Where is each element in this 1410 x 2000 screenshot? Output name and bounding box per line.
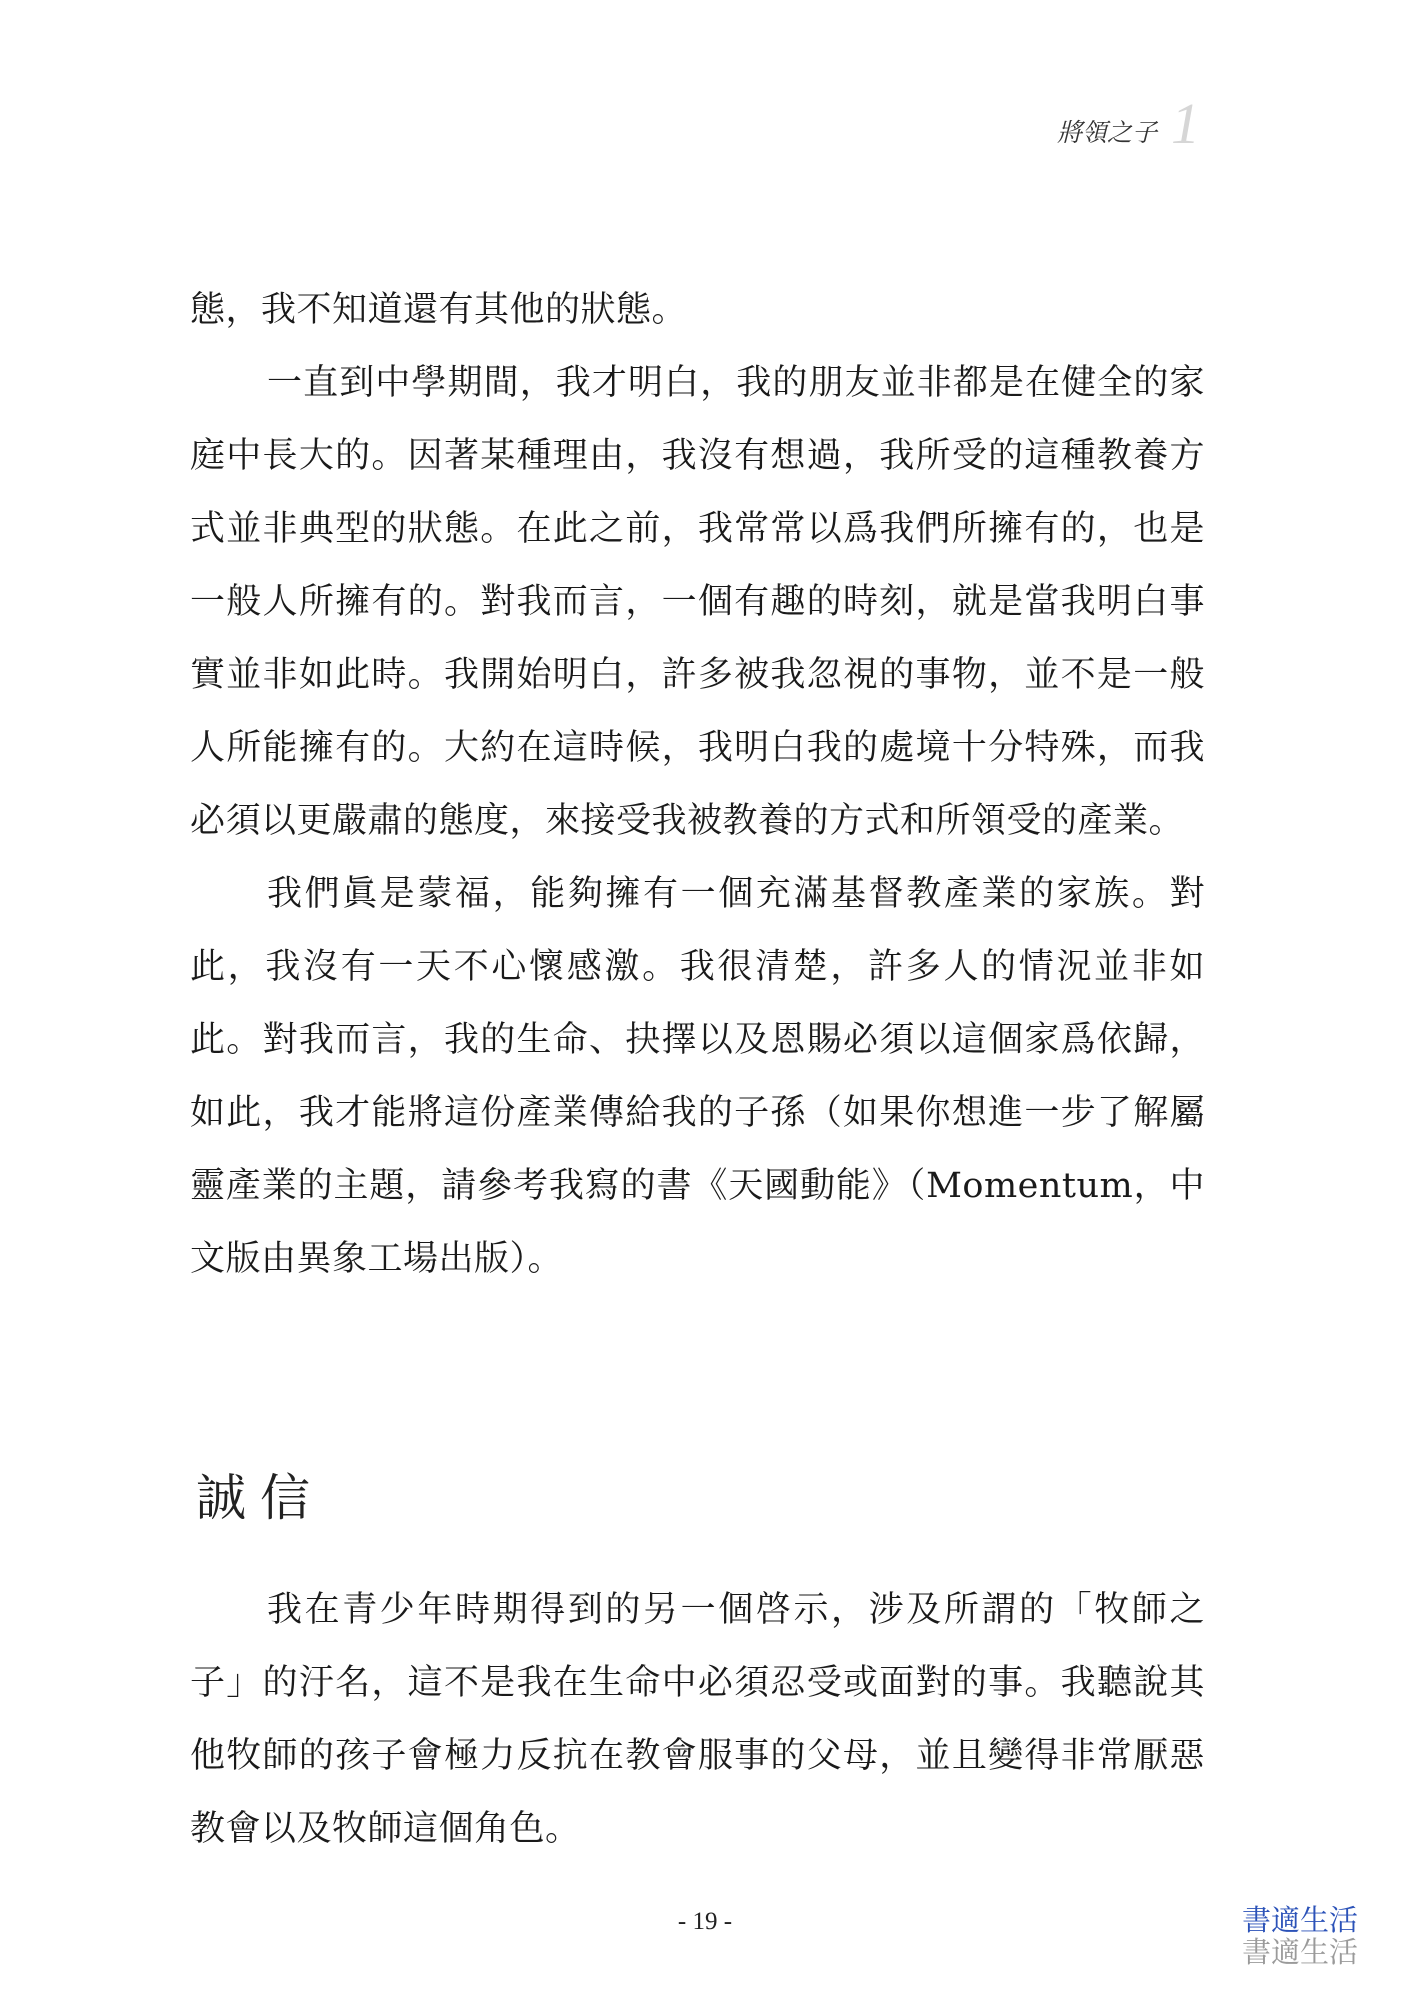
paragraph-continuation: 態，我不知道還有其他的狀態。 (190, 290, 688, 330)
running-header (1056, 91, 1200, 156)
section-heading: 誠信 (196, 1469, 324, 1527)
body-text (190, 274, 1205, 1296)
watermark (1242, 1904, 1358, 1968)
watermark-text-shadow: 書適生活 (1241, 1935, 1358, 1969)
running-title: 將領之子 (1056, 118, 1157, 147)
paragraph: 我們眞是蒙福，能夠擁有一個充滿基督教產業的家族。對此，我沒有一天不心懷感激。我很清楚，許多人的情況並非如此。對我而言，我的生命、抉擇以及恩賜必須以這個家爲依歸，如此，我才能將這份產業傳給我的子孫（如果你想進一步了解屬靈產業的主題，請參考我寫的書《天國動能》（Momentum，中文版由異象工場出版）。 (190, 874, 1205, 1279)
section-text (190, 1574, 1205, 1866)
watermark-text: 書適生活 (1241, 1903, 1358, 1937)
paragraph: 我在青少年時期得到的另一個啓示，涉及所謂的「牧師之子」的汙名，這不是我在生命中必須忍受或面對的事。我聽說其他牧師的孩子會極力反抗在教會服事的父母，並且變得非常厭惡教會以及牧師這個角色。 (190, 1590, 1205, 1849)
page-number: - 19 - (677, 1908, 733, 1935)
paragraph: 一直到中學期間，我才明白，我的朋友並非都是在健全的家庭中長大的。因著某種理由，我沒有想過，我所受的這種教養方式並非典型的狀態。在此之前，我常常以爲我們所擁有的，也是一般人所擁有的。對我而言，一個有趣的時刻，就是當我明白事實並非如此時。我開始明白，許多被我忽視的事物，並不是一般人所能擁有的。大約在這時候，我明白我的處境十分特殊，而我必須以更嚴肅的態度，來接受我被教養的方式和所領受的產業。 (190, 363, 1205, 841)
chapter-number: 1 (1171, 91, 1200, 156)
